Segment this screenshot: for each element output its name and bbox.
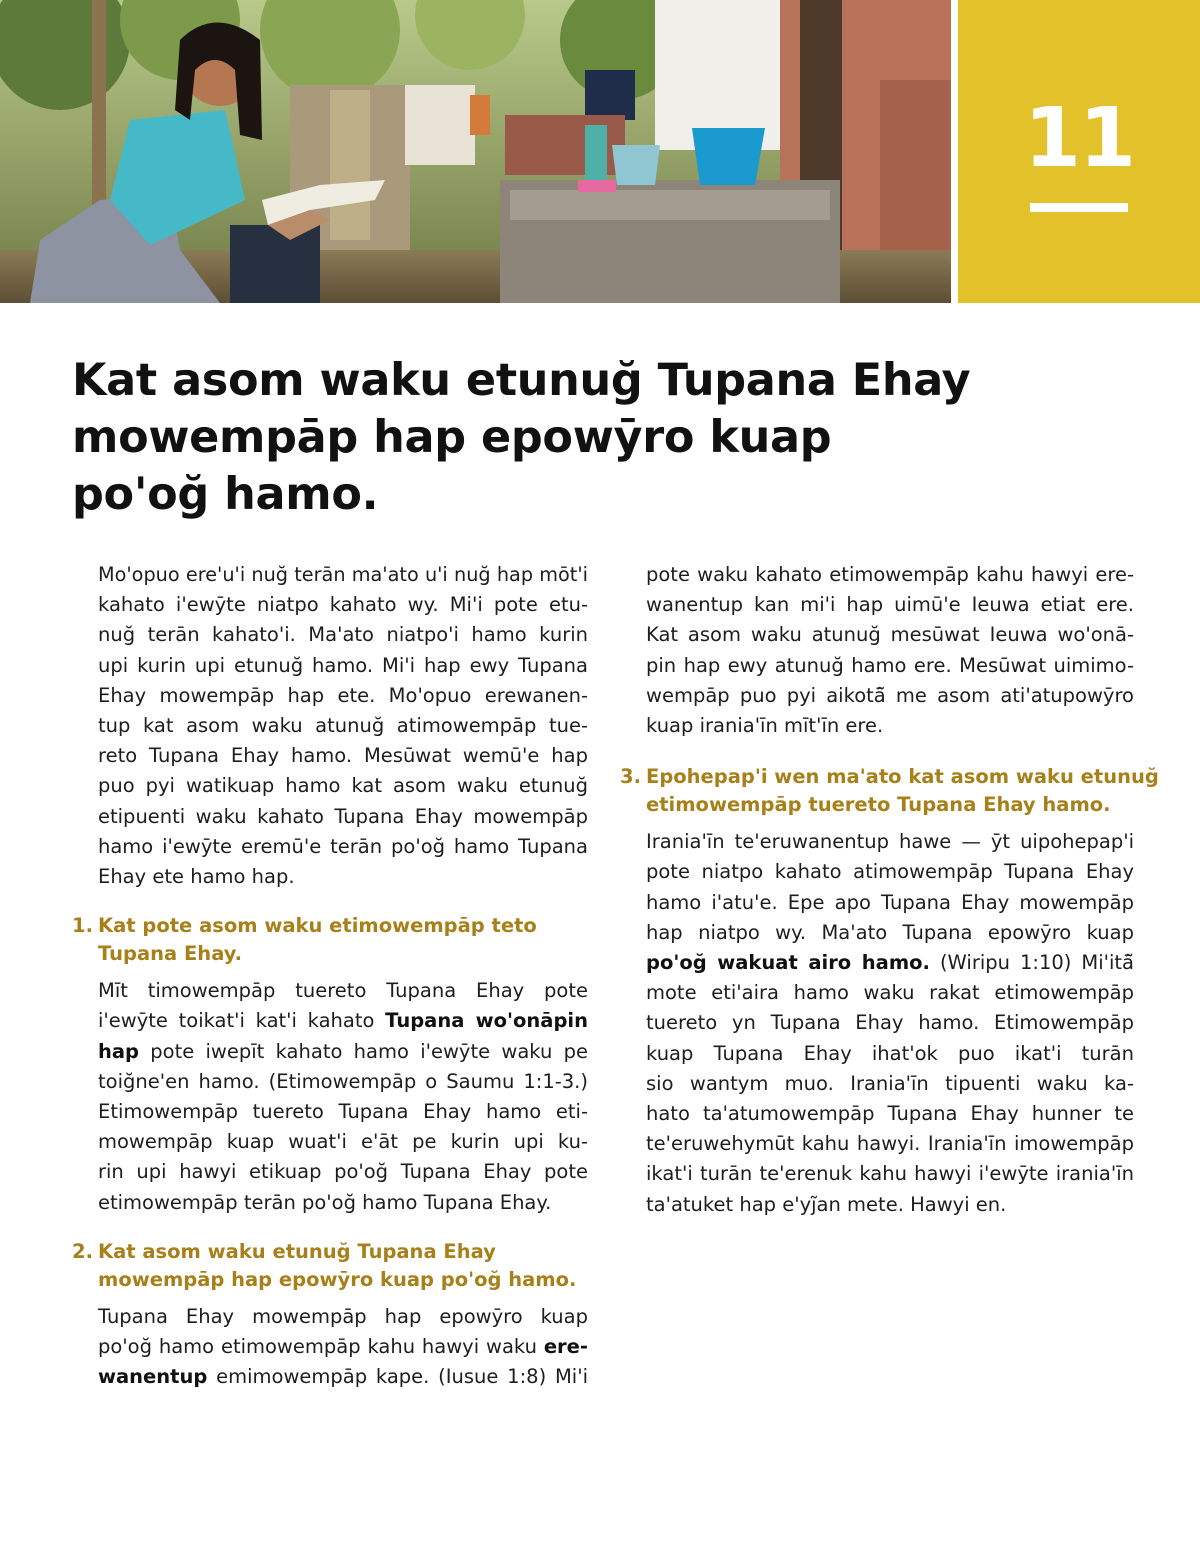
heading-line [72,1238,588,1266]
text-run: hamo i'atu'e. Epe apo Tupana Ehay mowempāp [646,890,1134,914]
text-run: i'ewȳte toikat'i kat'i kahato [98,1009,386,1033]
text-run: ta'atuket hap e'yj̃an mete. Hawyi en. [646,1192,1007,1216]
section-3 [620,763,1159,1220]
section-2 [72,1238,588,1393]
text-line [98,1037,588,1067]
right-column [620,560,1159,1220]
text-line [98,1127,588,1157]
left-column [72,560,588,1392]
emphasized-text: ere- [543,1335,588,1359]
text-line [646,888,1134,918]
text-line [98,1157,588,1187]
text-line [98,1097,588,1127]
emphasized-text: wanentup [98,1365,208,1389]
text-line [646,1099,1134,1129]
text-line: wanentup kan mi'i hap uimū'e Ieuwa etiat ere. [646,593,1134,617]
text-line: upi kurin upi etunuğ hamo. Mi'i hap ewy Tupana [98,653,588,677]
text-line: pin hap ewy atunuğ hamo ere. Mesūwat uimimo- [646,653,1134,677]
text-line [98,1302,588,1332]
text-line [646,1008,1134,1038]
text-run: emimowempāp kape. (Iusue 1:8) Mi'i [207,1365,588,1389]
text-line [646,1129,1134,1159]
text-run: Mīt timowempāp tuereto Tupana Ehay pote [98,979,588,1003]
text-run: pote niatpo kahato atimowempāp Tupana Ehay [646,860,1134,884]
text-run: mote eti'aira hamo waku rakat etimowempāp [646,981,1134,1005]
title-line: mowempāp hap epowȳro kuap [72,412,832,463]
heading-text: Epohepap'i wen ma'ato kat asom waku etunuğ [646,765,1159,789]
section-number: 2. [72,1239,93,1263]
page-title [72,352,1072,523]
section-1-heading [72,912,588,968]
text-line [646,978,1134,1008]
text-run: rin upi hawyi etikuap po'oğ Tupana Ehay pote [98,1160,588,1184]
text-run: sio wantym muo. Irania'īn tipuenti waku ka- [646,1071,1134,1095]
section-2-body [72,1302,588,1393]
text-line [646,857,1134,887]
text-run: po'oğ hamo etimowempāp kahu hawyi waku [98,1335,544,1359]
text-line [98,1006,588,1036]
text-line: Kat asom waku atunuğ mesūwat Ieuwa wo'onā- [646,623,1134,647]
text-line [98,1067,588,1097]
heading-text: Kat pote asom waku etimowempāp teto [98,914,537,938]
section-1 [72,912,588,1218]
text-line: nuğ terān kahato'i. Ma'ato niatpo'i hamo kurin [98,623,588,647]
photo-illustration [0,0,951,303]
section-number: 1. [72,914,93,938]
text-run: mowempāp kuap wuat'i e'āt pe kurin upi ku- [98,1130,588,1154]
text-run: hap niatpo wy. Ma'ato Tupana epowȳro kuap [646,920,1134,944]
text-line: Ehay mowempāp hap ete. Mo'opuo erewanen- [98,683,588,707]
section-3-body [620,827,1134,1220]
heading-line: mowempāp hap epowȳro kuap po'oğ hamo. [98,1267,577,1291]
emphasized-text: Tupana wo'onāpin [385,1009,588,1033]
text-line [646,1190,1134,1220]
text-line: wempāp puo pyi aikotā̃ me asom ati'atupowȳro [646,683,1134,707]
section-number: 3. [620,765,641,789]
title-line: po'oğ hamo. [72,469,379,520]
section-3-heading [620,763,1159,819]
text-line [646,1159,1134,1189]
text-run: kuap Tupana Ehay ihat'ok puo ikat'i turān [646,1041,1134,1065]
text-line [98,1362,588,1392]
heading-line [620,763,1159,791]
text-line: kahato i'ewȳte niatpo kahato wy. Mi'i pote etu- [98,593,588,617]
text-line [98,1332,588,1362]
intro-paragraph [72,560,588,892]
heading-line [72,912,588,940]
emphasized-text: po'oğ wakuat airo hamo. [646,951,930,975]
text-line: reto Tupana Ehay hamo. Mesūwat wemū'e hap [98,744,588,768]
text-line: etipuenti waku kahato Tupana Ehay mowempāp [98,804,588,828]
text-line: hamo i'ewȳte eremū'e terān po'oğ hamo Tupana [98,834,588,858]
continued-paragraph [620,560,1134,741]
text-run: te'eruwehymūt kahu hawyi. Irania'īn imowempāp [646,1132,1134,1156]
text-line: pote waku kahato etimowempāp kahu hawyi ere- [646,563,1134,586]
lesson-number-panel [958,0,1200,303]
text-run: Irania'īn te'eruwanentup hawe — ȳt uipohepap'i [646,830,1134,854]
heading-line: etimowempāp tuereto Tupana Ehay hamo. [646,793,1111,817]
text-line [98,1188,588,1218]
header-photo [0,0,951,303]
text-line: tup kat asom waku atunuğ atimowempāp tue- [98,714,588,738]
text-run: hato ta'atumowempāp Tupana Ehay hunner te [646,1102,1134,1126]
text-line [646,827,1134,857]
text-run: (Wiripu 1:10) Mi'itā̃ [929,951,1134,975]
emphasized-text: hap [98,1039,139,1063]
heading-text: Kat asom waku etunuğ Tupana Ehay [98,1239,496,1263]
text-line: puo pyi watikuap hamo kat asom waku etunuğ [98,774,588,798]
text-line: Ehay ete hamo hap. [98,865,295,889]
text-line: Mo'opuo ere'u'i nuğ terān ma'ato u'i nuğ hap mōt'i [98,563,588,586]
text-run: ikat'i turān te'erenuk kahu hawyi i'ewȳte irania'īn [646,1162,1134,1186]
heading-line: Tupana Ehay. [98,942,243,966]
section-2-heading [72,1238,588,1294]
text-line [646,918,1134,948]
text-line [646,948,1134,978]
text-run: Tupana Ehay mowempāp hap epowȳro kuap [98,1304,588,1328]
text-run: pote iwepīt kahato hamo i'ewȳte waku pe [139,1039,588,1063]
text-line [646,1069,1134,1099]
lesson-number-underline [1030,203,1128,212]
title-line: Kat asom waku etunuğ Tupana Ehay [72,355,971,406]
text-run: Etimowempāp tuereto Tupana Ehay hamo eti- [98,1100,588,1124]
lesson-number: 11 [1023,91,1135,186]
text-run: tuereto yn Tupana Ehay hamo. Etimowempāp [646,1011,1134,1035]
text-line [98,976,588,1006]
text-run: toiğne'en hamo. (Etimowempāp o Saumu 1:1-3.) [98,1069,588,1093]
text-line: kuap irania'īn mīt'īn ere. [646,714,884,738]
text-line [646,1039,1134,1069]
section-1-body [72,976,588,1218]
text-run: etimowempāp terān po'oğ hamo Tupana Ehay. [98,1190,552,1214]
